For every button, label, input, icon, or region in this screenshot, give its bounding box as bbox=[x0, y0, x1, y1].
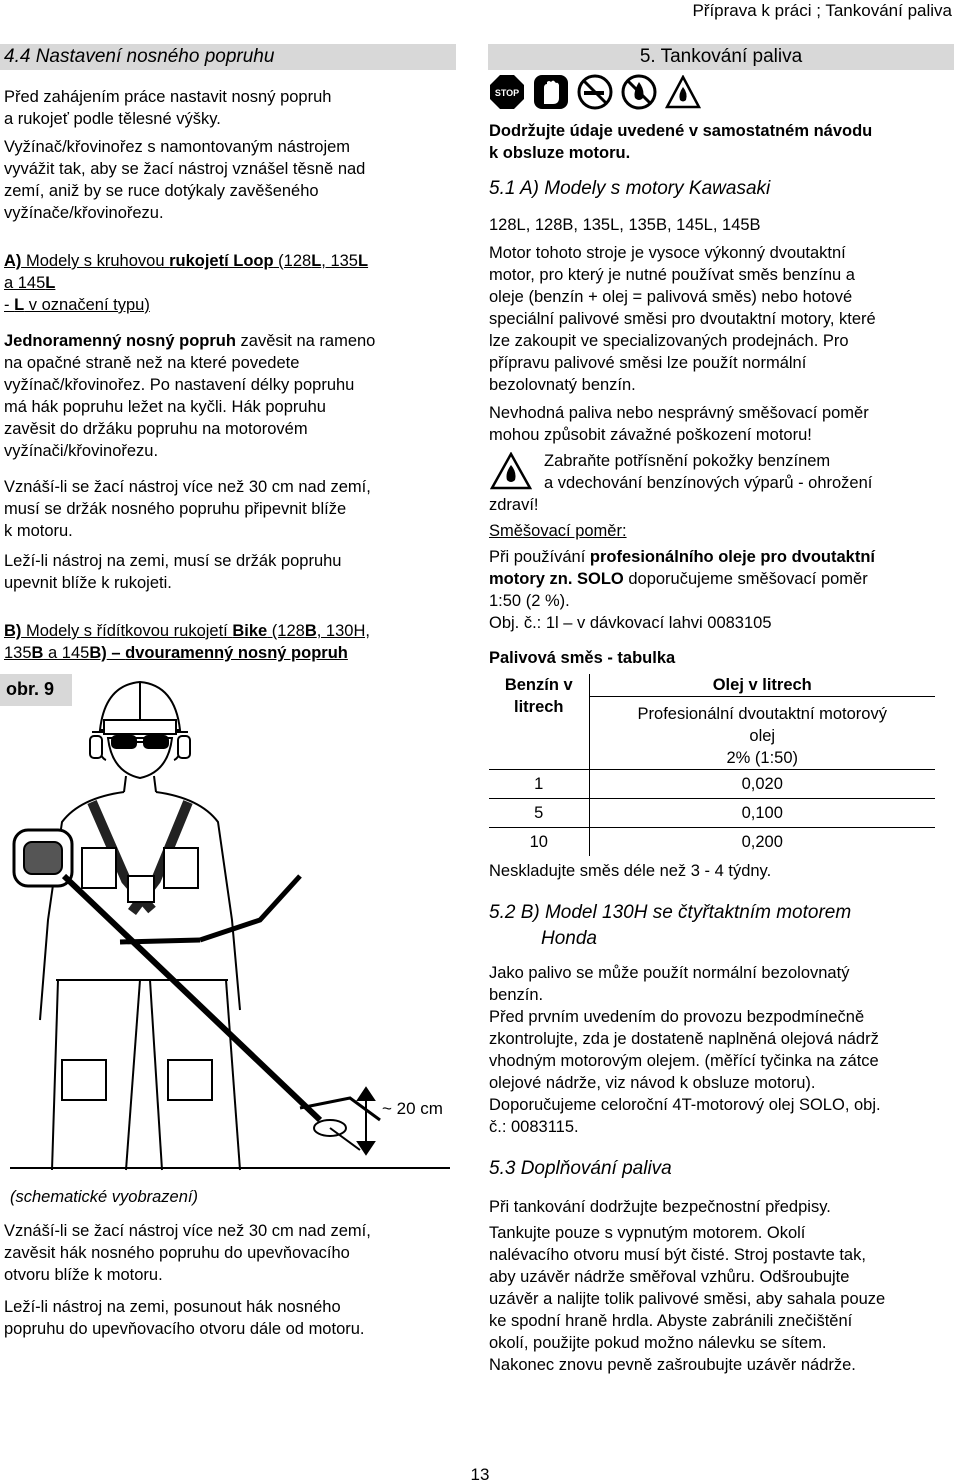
kawasaki-models: 128L, 128B, 135L, 135B, 145L, 145B bbox=[489, 216, 761, 234]
svg-text:STOP: STOP bbox=[494, 88, 520, 98]
fire-warning-icon bbox=[665, 75, 701, 109]
section-title-5: 5. Tankování paliva bbox=[488, 44, 954, 70]
hover-30cm-paragraph: Vznáší-li se žací nástroj více než 30 cm nad zemí, musí se držák nosného popruhu připevnit blíže k motoru. bbox=[4, 478, 371, 540]
table-cell: 1 bbox=[534, 775, 544, 793]
col-oil-subheader: Profesionální dvoutaktní motorový olej 2% (1:50) bbox=[589, 697, 935, 770]
section-5-1-title: 5.1 A) Modely s motory Kawasaki bbox=[489, 178, 771, 199]
mixing-ratio-paragraph: Při používání profesionálního oleje pro dvoutaktní motory zn. SOLO doporučujeme směšovací poměr 1:50 (2 %). Obj. č.: 1l – v dávkovací lahvi 0083105 bbox=[489, 548, 875, 632]
storage-note: Neskladujte směs déle než 3 - 4 týdny. bbox=[489, 862, 772, 880]
hook-shift-paragraph: Leží-li nástroj na zemi, posunout hák nosného popruhu do upevňovacího otvoru dále od motoru. bbox=[4, 1298, 365, 1338]
engine-manual-note: Dodržujte údaje uvedené v samostatném návodu k obsluze motoru. bbox=[489, 122, 873, 162]
running-header: Příprava k práci ; Tankování paliva bbox=[692, 1, 952, 20]
table-cell: 0,100 bbox=[589, 799, 935, 828]
refuel-paragraph: Tankujte pouze s vypnutým motorem. Okolí nalévacího otvoru musí být čisté. Stroj postavte tak, aby uzávěr nádrže směřoval vzhůru. Odšroubujte uzávěr a nalijte tolik palivové směsi, aby sahala pouze ke spodní hraně hrdla. Abyste zabránili znečištění okolí, použijte pokud možno nálevku se sítem. Nakonec znovu pevně zašroubujte uzávěr nádrže. bbox=[489, 1224, 886, 1374]
fuel-mix-table bbox=[489, 674, 935, 856]
stop-sign-icon bbox=[489, 74, 525, 110]
no-smoking-icon bbox=[577, 74, 613, 110]
figure-label: obr. 9 bbox=[0, 674, 72, 706]
table-cell: 10 bbox=[529, 833, 548, 851]
single-strap-paragraph: Jednoramenný nosný popruh zavěsit na rameno na opačné straně než na které povedete vyžínač/křovinořez. Po nastavení délky popruhu má hák popruhu ležet na kyčli. Hák popruhu zavěsit do držáku popruhu na motorovém vyžínači/křovinořezu. bbox=[4, 332, 376, 460]
no-fire-icon bbox=[621, 74, 657, 110]
hook-attach-paragraph: Vznáší-li se žací nástroj více než 30 cm nad zemí, zavěsit hák nosného popruhu do upevňovacího otvoru blíže k motoru. bbox=[4, 1222, 371, 1284]
table-cell: 0,200 bbox=[589, 828, 935, 857]
glove-icon bbox=[533, 74, 569, 110]
section-5-3-title: 5.3 Doplňování paliva bbox=[489, 1158, 672, 1179]
on-ground-paragraph: Leží-li nástroj na zemi, musí se držák popruhu upevnit blíže k rukojeti. bbox=[4, 552, 342, 592]
intro-paragraph: Před zahájením práce nastavit nosný popruh a rukojeť podle tělesné výšky. bbox=[4, 88, 332, 128]
skin-warning-end: zdraví! bbox=[489, 496, 539, 514]
subheading-a: A) Modely s kruhovou rukojetí Loop (128L, 135L a 145L - L v označení typu) bbox=[4, 252, 369, 314]
four-stroke-paragraph: Jako palivo se může použít normální bezolovnatý benzín. Před prvním uvedením do provozu bezpodmínečně zkontrolujte, zda je dostateně naplněná olejová nádrž vhodným motorovým olejem. (měřící tyčinka na zátce olejové nádrže, viz návod k obsluze motoru). Doporučujeme celoroční 4T-motorový olej SOLO, obj. č.: 0083115. bbox=[489, 964, 881, 1136]
table-cell: 0,020 bbox=[589, 770, 935, 799]
unsuitable-fuel-paragraph: Nevhodná paliva nebo nesprávný směšovací poměr mohou způsobit závažné poškození motoru! bbox=[489, 404, 869, 444]
table-cell: 5 bbox=[534, 804, 544, 822]
safety-icons-row bbox=[489, 74, 701, 110]
section-5-2-title: 5.2 B) Model 130H se čtyřtaktním motorem Honda bbox=[489, 902, 852, 949]
page-number: 13 bbox=[470, 1465, 490, 1484]
subheading-b: B) Modely s řídítkovou rukojetí Bike (128B, 130H, 135B a 145B) – dvouramenný nosný popruh bbox=[4, 622, 370, 662]
mixing-ratio-label: Směšovací poměr: bbox=[489, 522, 627, 540]
section-title-4-4: 4.4 Nastavení nosného popruhu bbox=[0, 44, 456, 70]
figure-caption: (schematické vyobrazení) bbox=[10, 1188, 198, 1206]
col-petrol-header: Benzín v litrech bbox=[504, 676, 573, 716]
skin-warning: Zabraňte potřísnění pokožky benzínem a vdechování benzínových výparů - ohrožení bbox=[544, 452, 873, 492]
two-stroke-paragraph: Motor tohoto stroje je vysoce výkonný dvoutaktní motor, pro který je nutné používat směs benzínu a oleje (benzín + olej = palivová směs) nebo hotové speciální palivové směsi pro dvoutaktní motory, které lze zakoupit ve specializovaných prodejnách. Pro přípravu palivové směsi lze použít normální bezolovnatý benzín. bbox=[489, 244, 876, 394]
fuel-table-title: Palivová směs - tabulka bbox=[489, 649, 676, 667]
dimension-label: ~ 20 cm bbox=[382, 1099, 443, 1118]
balance-paragraph: Vyžínač/křovinořez s namontovaným nástrojem vyvážit tak, aby se žací nástroj vznášel těsně nad zemí, aniž by se ruce dotýkaly zavěšeného vyžínače/křovinořezu. bbox=[4, 138, 366, 222]
warning-triangle-icon bbox=[490, 452, 532, 490]
col-oil-header: Olej v litrech bbox=[589, 674, 935, 697]
refuel-safety-line: Při tankování dodržujte bezpečnostní předpisy. bbox=[489, 1198, 831, 1216]
